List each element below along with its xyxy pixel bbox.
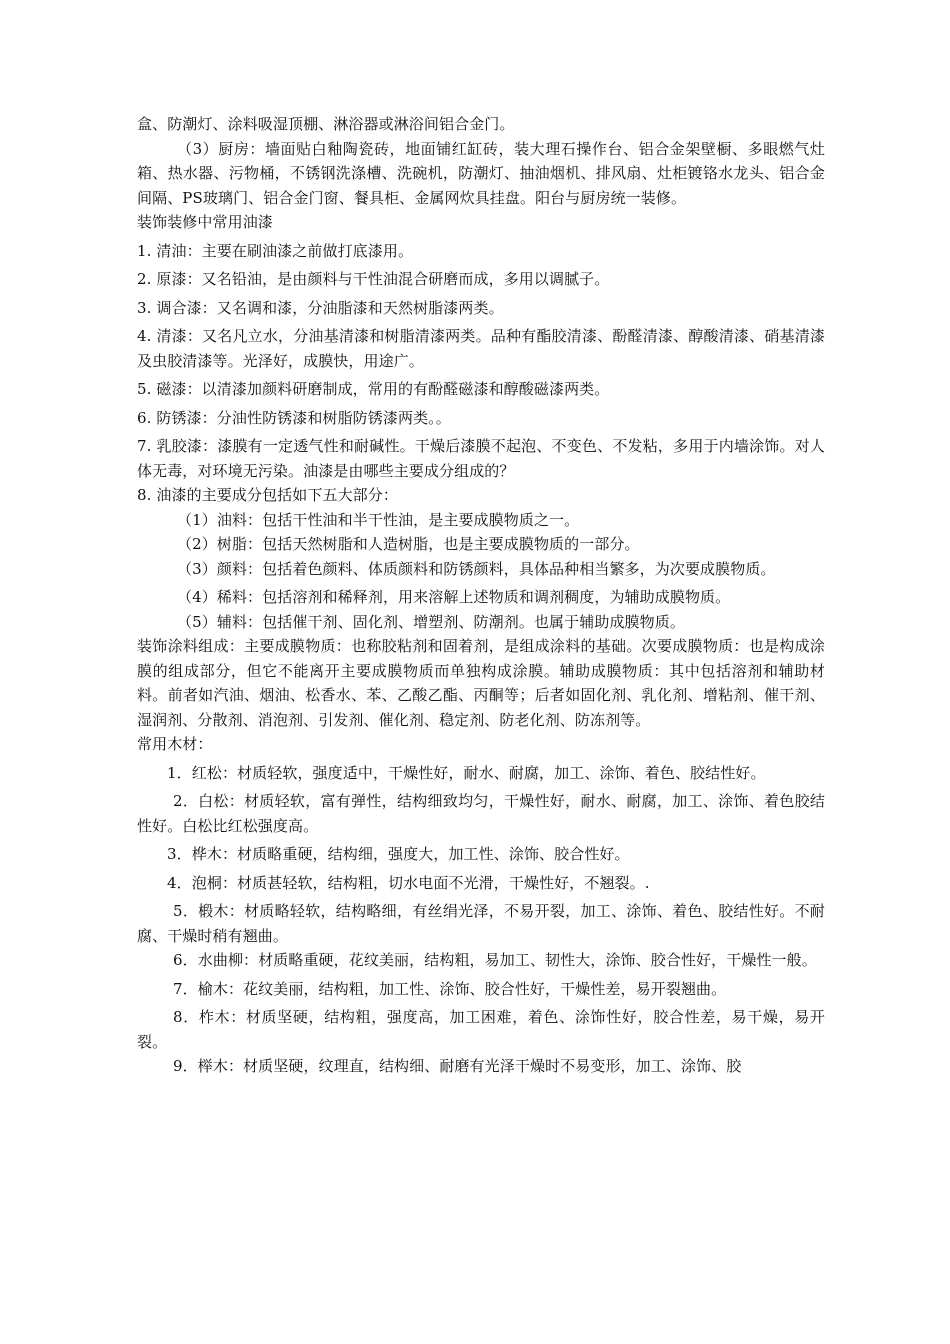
section-heading-wood: 常用木材： [137, 735, 213, 753]
wood-item-7: 7．榆木：花纹美丽，结构粗，加工性、涂饰、胶合性好，干燥性差，易开裂翘曲。 [173, 979, 727, 998]
wood-item-6: 6．水曲柳：材质略重硬，花纹美丽，结构粗，易加工、韧性大，涂饰、胶合性好，干燥性一般。 [173, 951, 817, 969]
paragraph-coating-composition: 装饰涂料组成：主要成膜物质：也称胶粘剂和固着剂，是组成涂料的基础。次要成膜物质：也是构成涂膜的组成部分，但它不能离开主要成膜物质而单独构成涂膜。辅助成膜物质：其中包括溶剂和辅助材料。前者如汽油、烟油、松香水、苯、乙酸乙酯、丙酮等；后者如固化剂、乳化剂、增粘剂、催干剂、湿润剂、分散剂、消泡剂、引发剂、催化剂、稳定剂、防老化剂、防冻剂等。 [137, 637, 825, 729]
paint-item-8: 8. 油漆的主要成分包括如下五大部分： [137, 486, 398, 504]
section-heading-paints: 装饰装修中常用油漆 [137, 213, 273, 231]
paragraph-bathroom-continued: 盒、防潮灯、涂料吸湿顶棚、淋浴器或淋浴间铝合金门。 [137, 115, 515, 133]
paint-item-1: 1. 清油：主要在刷油漆之前做打底漆用。 [137, 241, 414, 260]
paint-item-6: 6. 防锈漆：分油性防锈漆和树脂防锈漆两类。。 [137, 408, 451, 427]
wood-item-8: 8．柞木：材质坚硬，结构粗，强度高，加工困难，着色、涂饰性好，胶合性差，易干燥，易开裂。 [137, 1008, 825, 1051]
paint-component-auxiliary: （5）辅料：包括催干剂、固化剂、增塑剂、防潮剂。也属于辅助成膜物质。 [177, 612, 685, 631]
wood-item-2: 2．白松：材质轻软，富有弹性，结构细致均匀，干燥性好，耐水、耐腐，加工、涂饰、着色胶结性好。白松比红松强度高。 [137, 792, 825, 835]
paint-component-thinner: （4）稀料：包括溶剂和稀释剂，用来溶解上述物质和调剂稠度，为辅助成膜物质。 [177, 588, 731, 606]
wood-item-4: 4．泡桐：材质甚轻软，结构粗，切水电面不光滑，干燥性好，不翘裂。. [167, 873, 650, 892]
paint-item-7: 7. 乳胶漆：漆膜有一定透气性和耐碱性。干燥后漆膜不起泡、不变色、不发粘，多用于内墙涂饰。对人体无毒，对环境无污染。油漆是由哪些主要成分组成的？ [137, 437, 825, 480]
paint-component-pigment: （3）颜料：包括着色颜料、体质颜料和防锈颜料，具体品种相当繁多，为次要成膜物质。 [177, 559, 776, 578]
wood-item-9: 9．榉木：材质坚硬，纹理直，结构细、耐磨有光泽干燥时不易变形，加工、涂饰、胶 [173, 1057, 742, 1075]
paint-component-oil: （1）油料：包括干性油和半干性油，是主要成膜物质之一。 [177, 510, 580, 529]
paragraph-kitchen: （3）厨房：墙面贴白釉陶瓷砖，地面铺红缸砖，装大理石操作台、铝合金架壁橱、多眼燃气灶箱、热水器、污物桶，不锈钢洗涤槽、洗碗机，防潮灯、抽油烟机、排风扇、灶柜镀铬水龙头、铝合金间隔、PS玻璃门、铝合金门窗、餐具柜、金属网炊具挂盘。阳台与厨房统一装修。 [137, 139, 825, 207]
paint-item-3: 3. 调合漆：又名调和漆，分油脂漆和天然树脂漆两类。 [137, 298, 504, 317]
wood-item-1: 1．红松：材质轻软，强度适中，干燥性好，耐水、耐腐，加工、涂饰、着色、胶结性好。 [167, 763, 766, 782]
paint-component-resin: （2）树脂：包括天然树脂和人造树脂，也是主要成膜物质的一部分。 [177, 535, 640, 553]
wood-item-3: 3．桦木：材质略重硬，结构细，强度大，加工性、涂饰、胶合性好。 [167, 845, 630, 863]
paint-item-5: 5. 磁漆：以清漆加颜料研磨制成，常用的有酚醛磁漆和醇酸磁漆两类。 [137, 380, 610, 398]
document-page [137, 112, 825, 1079]
paint-item-2: 2. 原漆：又名铅油，是由颜料与干性油混合研磨而成，多用以调腻子。 [137, 270, 610, 288]
paint-item-4: 4. 清漆：又名凡立水，分油基清漆和树脂清漆两类。品种有酯胶清漆、酚醛清漆、醇酸清漆、硝基清漆及虫胶清漆等。光泽好，成膜快，用途广。 [137, 327, 825, 370]
wood-item-5: 5．椴木：材质略轻软，结构略细，有丝绢光泽，不易开裂，加工、涂饰、着色、胶结性好。不耐腐、干燥时稍有翘曲。 [137, 902, 825, 945]
